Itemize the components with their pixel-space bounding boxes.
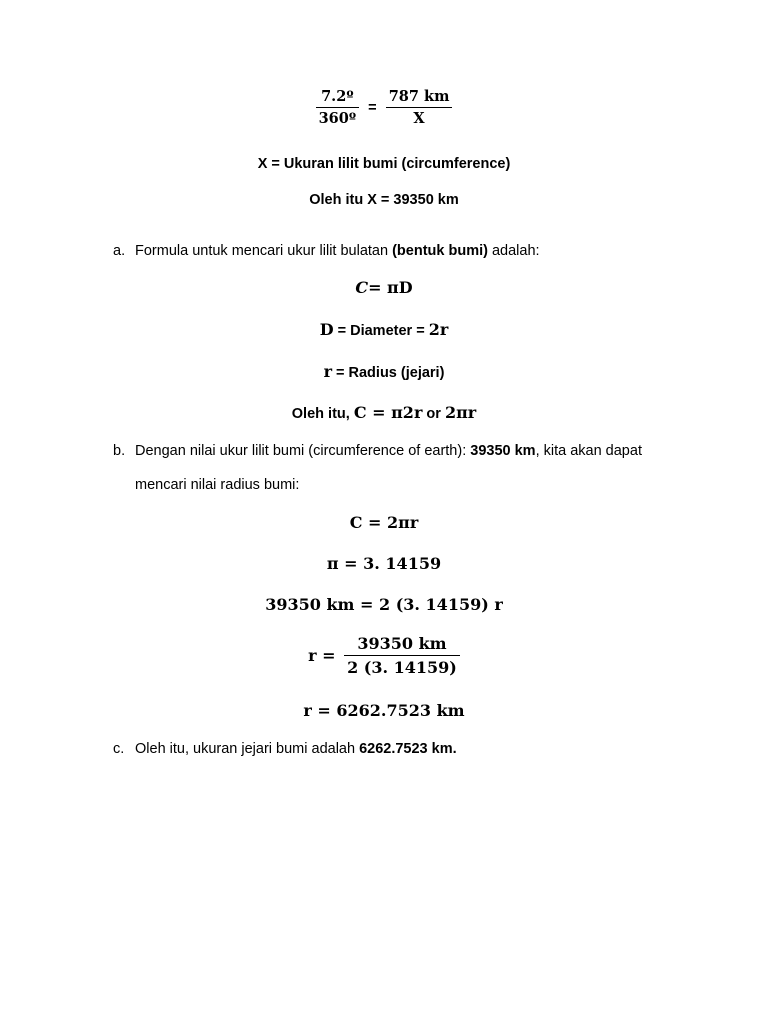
equation-1: C = 2πr <box>349 513 419 532</box>
diameter-symbol: D <box>319 320 334 339</box>
radius-symbol: r <box>323 362 332 381</box>
formula-c-rhs: = πD <box>368 278 413 297</box>
equation-5: r = 6262.7523 km <box>303 701 465 720</box>
equation-2: π = 3. 14159 <box>326 554 442 573</box>
equation-4-denominator: 2 (3. 14159) <box>347 658 457 677</box>
so-formula-1: C = π2r <box>353 403 423 422</box>
item-c-bold: 6262.7523 km. <box>359 741 457 757</box>
equation-3: 39350 km = 2 (3. 14159) r <box>265 595 503 614</box>
item-b-bold: 39350 km <box>470 443 536 459</box>
item-c-text: Oleh itu, ukuran jejari bumi adalah <box>135 741 360 757</box>
equation-4-lhs: r = <box>308 646 336 665</box>
diameter-value: 2r <box>428 320 449 339</box>
ratio-equation <box>0 88 768 127</box>
item-a-text-after: adalah: <box>487 243 540 259</box>
list-text-a <box>135 243 540 259</box>
radius-text: = Radius (jejari) <box>332 365 445 381</box>
list-marker-a: a. <box>113 243 126 259</box>
formula-c-lhs: C <box>355 278 369 297</box>
formula-c <box>0 278 768 297</box>
item-a-bold: (bentuk bumi) <box>392 243 488 259</box>
item-b-text-after: , kita akan dapat <box>535 443 642 459</box>
diameter-text: = Diameter = <box>333 323 429 339</box>
diameter-line <box>0 320 768 339</box>
list-marker-c: c. <box>113 741 125 757</box>
item-a-text: Formula untuk mencari ukur lilit bulatan <box>135 243 393 259</box>
left-numerator: 7.2º <box>316 88 360 108</box>
so-lead: Oleh itu, <box>291 406 354 422</box>
right-numerator: 787 km <box>386 88 453 108</box>
x-definition: X = Ukuran lilit bumi (circumference) <box>257 156 511 172</box>
so-or: or <box>422 406 445 422</box>
equation-4 <box>0 634 768 677</box>
left-fraction <box>316 88 360 127</box>
item-b-text: Dengan nilai ukur lilit bumi (circumference of earth): <box>135 443 471 459</box>
right-denominator: X <box>413 110 425 127</box>
equals-sign: = <box>368 99 377 116</box>
list-text-b-line2: mencari nilai radius bumi: <box>135 477 300 493</box>
list-text-c <box>135 741 457 757</box>
so-line <box>0 403 768 422</box>
list-marker-b: b. <box>113 443 126 459</box>
equation-4-fraction <box>344 634 460 677</box>
list-text-b-line1 <box>135 443 642 459</box>
so-formula-2: 2πr <box>444 403 477 422</box>
left-denominator: 360º <box>318 110 357 127</box>
x-result: Oleh itu X = 39350 km <box>309 192 459 208</box>
radius-line <box>0 362 768 381</box>
equation-4-numerator: 39350 km <box>344 634 460 656</box>
right-fraction <box>386 88 453 127</box>
